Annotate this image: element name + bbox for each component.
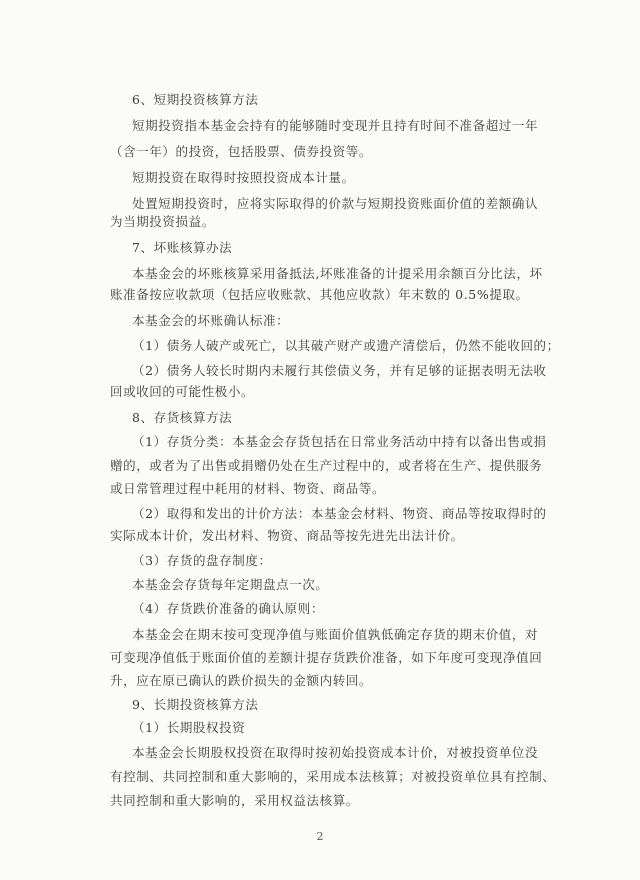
paragraph-line: 短期投资在取得时按照投资成本计量。 [132,170,355,185]
paragraph-line: 回或收回的可能性极小。 [110,384,255,399]
paragraph-line: 可变现净值低于账面价值的差额计提存货跌价准备，如下年度可变现净值回 [110,650,543,665]
list-item: （2）债务人较长时期内未履行其偿债义务，并有足够的证据表明无法收 [132,363,547,378]
paragraph-line: 账准备按应收款项（包括应收账款、其他应收款）年末数的 0.5%提取。 [110,287,529,302]
paragraph-line: 本基金会在期末按可变现净值与账面价值孰低确定存货的期末价值，对 [132,627,539,642]
paragraph-line: 本基金会存货每年定期盘点一次。 [132,577,329,592]
heading-long-term-investment: 9、长期投资核算方法 [132,697,259,712]
paragraph-line: 实际成本计价，发出材料、物资、商品等按先进先出法计价。 [110,528,464,543]
list-item: （1）债务人破产或死亡，以其破产财产或遗产清偿后，仍然不能收回的； [132,338,560,353]
paragraph-line: （含一年）的投资，包括股票、债券投资等。 [110,144,373,159]
subheading: （1）长期股权投资 [132,720,246,735]
paragraph-line: 共同控制和重大影响的，采用权益法核算。 [110,793,359,808]
paragraph-line: 有控制、共同控制和重大影响的，采用成本法核算；对被投资单位具有控制、 [110,769,556,784]
paragraph-line: 本基金会的坏账确认标准： [132,313,290,328]
heading-short-term-investment: 6、短期投资核算方法 [132,92,259,107]
paragraph-line: 为当期投资损益。 [110,214,215,229]
list-item: （3）存货的盘存制度： [132,553,272,568]
list-item: （1）存货分类：本基金会存货包括在日常业务活动中持有以备出售或捐 [132,434,547,449]
paragraph-line: 处置短期投资时，应将实际取得的价款与短期投资账面价值的差额确认 [132,196,539,211]
paragraph-line: 升，应在原已确认的跌价损失的金额内转回。 [110,673,373,688]
paragraph-line: 本基金会长期股权投资在取得时按初始投资成本计价，对被投资单位没 [132,745,539,760]
paragraph-line: 短期投资指本基金会持有的能够随时变现并且持有时间不准备超过一年 [132,118,539,133]
heading-inventory: 8、存货核算方法 [132,410,233,425]
paragraph-line: 本基金会的坏账核算采用备抵法,坏账准备的计提采用余额百分比法，坏 [132,266,543,281]
list-item: （2）取得和发出的计价方法：本基金会材料、物资、商品等按取得时的 [132,506,547,521]
paragraph-line: 或日常管理过程中耗用的材料、物资、商品等。 [110,481,386,496]
page-number: 2 [316,830,324,843]
list-item: （4）存货跌价准备的确认原则： [132,601,324,616]
heading-bad-debt: 7、坏账核算办法 [132,240,233,255]
paragraph-line: 赠的，或者为了出售或捐赠仍处在生产过程中的，或者将在生产、提供服务 [110,458,543,473]
